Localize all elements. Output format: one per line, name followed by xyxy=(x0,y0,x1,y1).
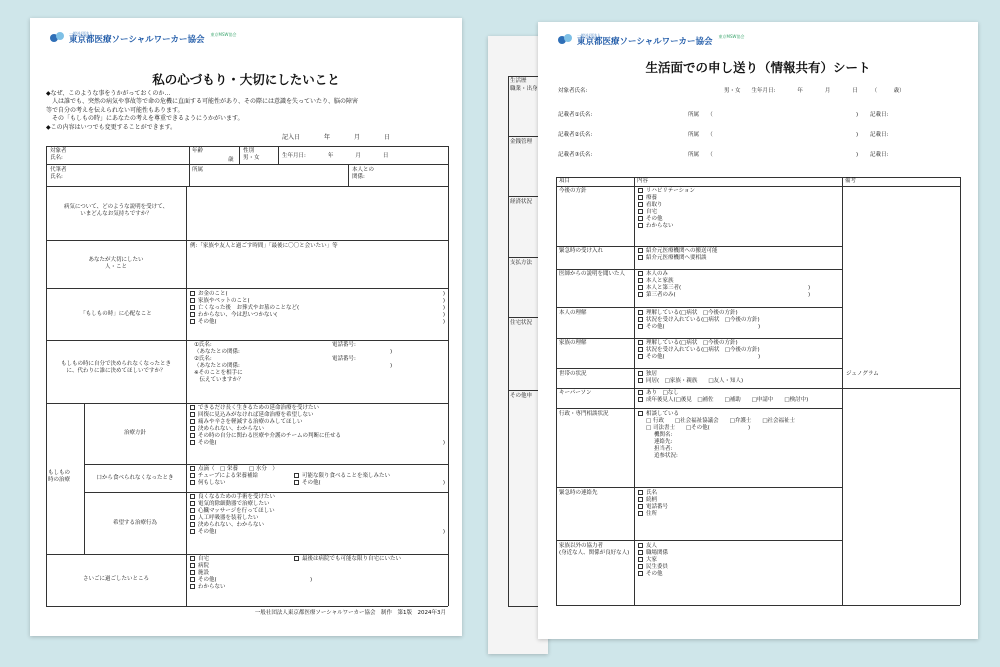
recorder-label: 記載者①氏名: xyxy=(558,112,593,118)
checkbox[interactable] xyxy=(638,340,643,345)
checkbox[interactable] xyxy=(190,412,195,417)
policy-options: できるだけ長く生きるための延命治療を受けたい 回復に見込みがなければ延命治療を希望しない 痛みや辛さを軽減する治療のみしてほしい 決められない、わからない その時の自分に関わる医療や介護のチームの判断に任せる その他( ) xyxy=(190,405,445,447)
checkbox[interactable] xyxy=(190,480,195,485)
back-label: 生活歴 xyxy=(510,78,527,84)
relation-label: 本人との 関係: xyxy=(352,167,375,180)
header-content: 内容 xyxy=(637,178,649,184)
row-label: 家族以外の協力者 (身近な人、関係が良好な人) xyxy=(559,543,630,556)
entry-date: 記入日 年 月 日 xyxy=(282,134,391,141)
checkbox[interactable] xyxy=(190,298,195,303)
checkbox[interactable] xyxy=(190,508,195,513)
intro-line: ◆なぜ、このような事をうかがっておくのか… xyxy=(46,90,171,97)
checkbox[interactable] xyxy=(638,557,643,562)
checkbox[interactable] xyxy=(638,216,643,221)
worry-option: わからない、今は思いつかない( ) xyxy=(190,312,445,319)
checkbox[interactable] xyxy=(190,515,195,520)
org-sub: 一般社団法人 xyxy=(577,33,601,38)
checkbox[interactable] xyxy=(638,347,643,352)
checkbox[interactable] xyxy=(638,397,643,402)
checkbox[interactable] xyxy=(190,291,195,296)
q-desired: 希望する治療行為 xyxy=(112,520,157,526)
checkbox[interactable] xyxy=(638,543,643,548)
org-sub: 一般社団法人 xyxy=(69,31,93,36)
worry-option: お金のこと( ) xyxy=(190,291,445,298)
row-options: リハビリテーション 療養 看取り 自宅 その他 わからない xyxy=(638,188,695,230)
subject-label: 対象者氏名: xyxy=(558,88,588,94)
back-label: 住宅状況 xyxy=(510,320,533,326)
checkbox[interactable] xyxy=(638,317,643,322)
back-label: 職業・出身 xyxy=(510,86,538,92)
org-name: 東京都医療ソーシャルワーカー協会 xyxy=(69,35,205,45)
q-policy: 治療方針 xyxy=(123,430,146,436)
checkbox[interactable] xyxy=(190,529,195,534)
checkbox[interactable] xyxy=(190,577,195,582)
checkbox[interactable] xyxy=(190,305,195,310)
checkbox[interactable] xyxy=(638,209,643,214)
left-sheet: 一般社団法人 東京都医療ソーシャルワーカー協会 東京MSW協会 私の心づもり・大切にしたいこと ◆なぜ、このような事をうかがっておくのか… 人は誰でも、突然の病気や事故等で命の危機に直面する可能性があり、その際には意識を失っていたり、脳の障害 等で自分の考えを伝えられない可能性もあります。 その「もしもの時」にあなたの考えを尊重できるようにうかがいます。 ◆この内容はいつでも変更することができます。 記入日 年 月 日 対象者 氏名: 年齢 歳 性別 男・女 生年月日: 年 月 日 代筆者 氏名: 所属 本人との 関係: 病気について、どのような説明を受けて、 いまどんなお気持ちですか？ あなたが大切にしたい 人・こと 例:「家族や友人と過ごす時間」「最後に〇〇と会いたい」等 「もしもの時」に心配なこと お金のこと( ) 家族やペットのこと( ) 亡くなった後 お葬式やお墓のことなど( ) わからない、今は思いつかない( ) その他( ) もしもの時に自分で決められなくなったとき に、代わりに誰に決めてほしいですか？ ①氏名: （あなたとの関係: ②氏名: （あなたとの関係: ※そのことを相手に 伝えていますか？ 電話番号: 電話番号: ) ) もしもの 時の治療 治療方針 できるだけ長く生きるための延命治療を受けたい 回復に見込みがなければ延命治療を希望しない 痛みや辛さを軽減する治療のみしてほしい 決められない、わからない その時の自分に関わる医療や介護のチームの判断に任せる その他( ) 口から食べられなくなったとき 点滴（ □ 栄養 □ 水分 ） チューブによる栄養補給 可能な限り食べることを楽しみたい 何もしない その他( ) 希望する治療行為 良くなるための手術を受けたい 電気的除細動器で治療したい 心臓マッサージを行ってほしい 人工呼吸器を装着したい 決められない、わからない その他( ) さいごに過ごしたいところ 自宅 最後は病院でも可能な限り自宅にいたい 病院 施設 その他( ) わからない 一般社団法人東京都医療ソーシャルワーカー協会 制作 第1版 2024年3月 xyxy=(30,18,462,636)
row-options: あり □なし 成年後見人(□後見 □補佐 □補助 □申請中 □検討中) xyxy=(638,390,808,404)
subject-name-label: 対象者 氏名: xyxy=(50,148,67,161)
checkbox[interactable] xyxy=(638,285,643,290)
worry-option: 亡くなった後 お葬式やお墓のことなど( ) xyxy=(190,305,445,312)
checkbox[interactable] xyxy=(638,378,643,383)
decide-lines: ①氏名: （あなたとの関係: ②氏名: （あなたとの関係: ※そのことを相手に 伝えていますか？ xyxy=(194,342,244,383)
q-worry: 「もしもの時」に心配なこと xyxy=(80,311,152,317)
phone-label: 電話番号: xyxy=(332,356,356,362)
birth-label: 生年月日: 年 月 日 xyxy=(282,153,389,159)
org-name: 東京都医療ソーシャルワーカー協会 xyxy=(577,37,713,47)
checkbox[interactable] xyxy=(190,570,195,575)
row-label: 緊急時の連絡先 xyxy=(559,490,598,496)
checkbox[interactable] xyxy=(638,310,643,315)
row-label: 緊急時の受け入れ xyxy=(559,248,604,254)
checkbox[interactable] xyxy=(638,292,643,297)
row-label: キーパーソン xyxy=(559,390,592,396)
row-options: 相談している □ 行政 □社会福祉協議会 □弁護士 □社会福祉士 □ 司法書士 □その他( 機関名: 連絡先: 担当者: 追参状況: xyxy=(638,411,795,460)
org-tag: 東京MSW協会 xyxy=(210,32,237,37)
header-item: 項目 xyxy=(559,178,571,184)
q-decide: もしもの時に自分で決められなくなったとき に、代わりに誰に決めてほしいですか？ xyxy=(60,361,171,374)
intro-line: その「もしもの時」にあなたの考えを尊重できるようにうかがいます。 xyxy=(46,115,244,123)
header-notes: 備考 xyxy=(845,178,857,184)
checkbox[interactable] xyxy=(638,371,643,376)
age-label: 年齢 xyxy=(192,148,204,154)
checkbox[interactable] xyxy=(638,188,643,193)
checkbox[interactable] xyxy=(638,390,643,395)
q-important: あなたが大切にしたい 人・こと xyxy=(88,257,144,270)
back-label: 金銭管理 xyxy=(510,139,533,145)
checkbox[interactable] xyxy=(638,324,643,329)
checkbox[interactable] xyxy=(190,556,195,561)
worry-options xyxy=(190,291,445,326)
recorder-date: 記載日: xyxy=(870,112,889,118)
row-options: 氏名 続柄 電話番号 住所 xyxy=(638,490,668,518)
row-label: 今後の方針 xyxy=(559,188,587,194)
intro-line: ◆この内容はいつでも変更することができます。 xyxy=(46,123,177,131)
important-example: 例:「家族や友人と過ごす時間」「最後に〇〇と会いたい」等 xyxy=(190,243,338,249)
checkbox[interactable] xyxy=(190,426,195,431)
affiliation-label: 所属 xyxy=(192,167,204,173)
q-place: さいごに過ごしたいところ xyxy=(82,576,149,582)
checkbox[interactable] xyxy=(190,312,195,317)
phone-label: 電話番号: xyxy=(332,342,356,348)
row-options: 理解している(□病状 □今後の方針) 状況を受け入れている(□病状 □今後の方針) その他( ) xyxy=(638,340,838,361)
row-label: 本人の理解 xyxy=(559,310,587,316)
checkbox[interactable] xyxy=(294,480,299,485)
checkbox[interactable] xyxy=(190,494,195,499)
recorder-affil: 所属 （ xyxy=(688,132,713,138)
recorder-date: 記載日: xyxy=(870,132,889,138)
sex-label: 性別 男・女 xyxy=(243,148,260,161)
checkbox[interactable] xyxy=(190,501,195,506)
org-tag: 東京MSW協会 xyxy=(718,34,745,39)
checkbox[interactable] xyxy=(190,440,195,445)
checkbox[interactable] xyxy=(190,405,195,410)
page-title: 生活面での申し送り（情報共有）シート xyxy=(645,60,871,75)
row-options: 独居 同居( □家族・親族 □友人・知人) xyxy=(638,371,743,385)
recorder-affil: 所属 （ xyxy=(688,112,713,118)
intro-line: 人は誰でも、突然の病気や事故等で命の危機に直面する可能性があり、その際には意識を失っていたり、脳の障害 xyxy=(46,98,359,106)
row-label: 世帯の状況 xyxy=(559,371,587,377)
checkbox[interactable] xyxy=(638,550,643,555)
checkbox[interactable] xyxy=(638,411,643,416)
org-logo xyxy=(50,32,236,45)
checkbox[interactable] xyxy=(638,564,643,569)
checkbox[interactable] xyxy=(190,584,195,589)
q-eating: 口から食べられなくなったとき xyxy=(96,475,174,481)
recorder-affil: 所属 （ xyxy=(688,152,713,158)
eating-options: 点滴（ □ 栄養 □ 水分 ） チューブによる栄養補給 可能な限り食べることを楽しみたい 何もしない その他( ) xyxy=(190,466,445,487)
checkbox[interactable] xyxy=(638,278,643,283)
recorder-label: 記載者③氏名: xyxy=(558,152,593,158)
checkbox[interactable] xyxy=(638,511,643,516)
org-logo-icon xyxy=(50,32,65,44)
page-title: 私の心づもり・大切にしたいこと xyxy=(152,72,340,87)
back-label: 経済状況 xyxy=(510,199,533,205)
treatment-group: もしもの 時の治療 xyxy=(48,470,71,483)
checkbox[interactable] xyxy=(190,466,195,471)
checkbox[interactable] xyxy=(294,473,299,478)
checkbox[interactable] xyxy=(638,504,643,509)
recorder-label: 記載者②氏名: xyxy=(558,132,593,138)
q-explanation: 病気について、どのような説明を受けて、 いまどんなお気持ちですか？ xyxy=(63,204,169,217)
checkbox[interactable] xyxy=(638,195,643,200)
sex-birth-label: 男・女 生年月日: 年 月 日 （ 歳） xyxy=(724,88,905,94)
proxy-name-label: 代筆者 氏名: xyxy=(50,167,67,180)
checkbox[interactable] xyxy=(638,354,643,359)
row-label: 行政・専門相談状況 xyxy=(559,411,609,417)
intro-text xyxy=(46,90,450,132)
back-label: 支払方法 xyxy=(510,260,533,266)
checkbox[interactable] xyxy=(190,433,195,438)
org-logo-icon xyxy=(558,34,573,46)
checkbox[interactable] xyxy=(190,319,195,324)
footer-credit: 一般社団法人東京都医療ソーシャルワーカー協会 制作 第1版 2024年3月 xyxy=(254,610,446,616)
checkbox[interactable] xyxy=(638,497,643,502)
checkbox[interactable] xyxy=(638,571,643,576)
recorder-date: 記載日: xyxy=(870,152,889,158)
row-label: 医師からの説明を聞いた人 xyxy=(559,271,626,277)
checkbox[interactable] xyxy=(638,248,643,253)
checkbox[interactable] xyxy=(638,490,643,495)
right-sheet: 一般社団法人 東京都医療ソーシャルワーカー協会 東京MSW協会 生活面での申し送り（情報共有）シート 対象者氏名: 男・女 生年月日: 年 月 日 （ 歳） 記載者①氏名: 所属 （ ) 記載日: 記載者②氏名: 所属 （ ) 記載日: 記載者③氏名: 所属 （ ) 記載日: 項目 内容 備考 今後の方針 リハビリテーション 療養 看取り 自宅 その他 わからない 緊急時の受け入れ 紹介元医療機関への搬送可能 紹介元医療機関へ要相談 医師からの説明を聞いた人 本人のみ 本人と家族 本人と第三者( ) 第三者のみ( ) 本人の理解 理解している(□病状 □今後の方針) 状況を受け入れている(□病状 □今後の方針) その他( ) 家族の理解 理解している(□病状 □今後の方針) 状況を受け入れている(□病状 □今後の方針) その他( ) 世帯の状況 独居 同居( □家族・親族 □友人・知人) ジェノグラム キーパーソン あり □なし 成年後見人(□後見 □補佐 □補助 □申請中 □検討中) 行政・専門相談状況 相談している □ 行政 □社会福祉協議会 □弁護士 □社会福祉士 □ 司法書士 □その他( 機関名: 連絡先: 担当者: 追参状況: ) 緊急時の連絡先 氏名 続柄 電話番号 住所 家族以外の協力者 (身近な人、関係が良好な人) 友人 職場関係 大家 民生委員 その他 xyxy=(538,22,978,639)
row-label: 家族の理解 xyxy=(559,340,587,346)
checkbox[interactable] xyxy=(190,522,195,527)
checkbox[interactable] xyxy=(294,556,299,561)
genogram-label: ジェノグラム xyxy=(846,371,879,377)
org-logo xyxy=(558,34,744,47)
intro-line: 等で自分の考えを伝えられない可能性もあります。 xyxy=(46,106,184,114)
age-unit: 歳 xyxy=(228,157,234,163)
checkbox[interactable] xyxy=(190,563,195,568)
place-options: 自宅 最後は病院でも可能な限り自宅にいたい 病院 施設 その他( ) わからない xyxy=(190,556,445,591)
checkbox[interactable] xyxy=(638,223,643,228)
worry-option: 家族やペットのこと( ) xyxy=(190,298,445,305)
row-options: 理解している(□病状 □今後の方針) 状況を受け入れている(□病状 □今後の方針) その他( ) xyxy=(638,310,838,331)
worry-option: その他( ) xyxy=(190,319,445,326)
checkbox[interactable] xyxy=(638,202,643,207)
back-label: その他申 xyxy=(510,393,533,399)
row-options: 紹介元医療機関への搬送可能 紹介元医療機関へ要相談 xyxy=(638,248,718,262)
checkbox[interactable] xyxy=(190,419,195,424)
row-options: 友人 職場関係 大家 民生委員 その他 xyxy=(638,543,668,578)
checkbox[interactable] xyxy=(638,271,643,276)
checkbox[interactable] xyxy=(190,473,195,478)
row-options: 本人のみ 本人と家族 本人と第三者( ) 第三者のみ( ) xyxy=(638,271,838,299)
checkbox[interactable] xyxy=(638,255,643,260)
desired-options: 良くなるための手術を受けたい 電気的除細動器で治療したい 心臓マッサージを行ってほしい 人工呼吸器を装着したい 決められない、わからない その他( ) xyxy=(190,494,445,536)
